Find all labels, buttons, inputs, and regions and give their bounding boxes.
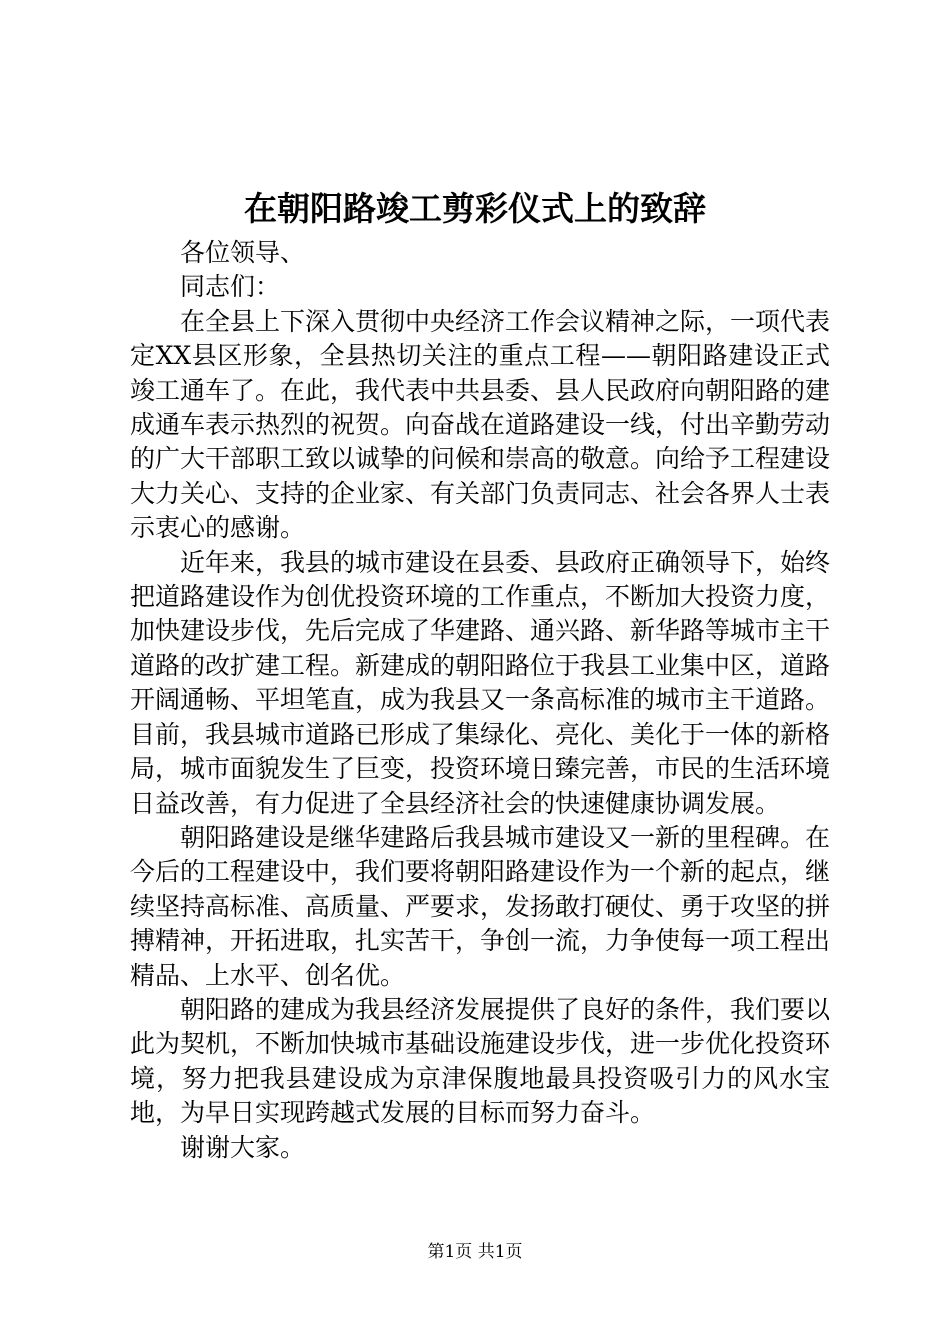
page-number-footer: 第1页 共1页 [427, 1242, 523, 1262]
document-title: 在朝阳路竣工剪彩仪式上的致辞 [244, 189, 706, 228]
body-paragraph: 朝阳路的建成为我县经济发展提供了良好的条件，我们要以此为契机，不断加快城市基础设施建设步伐，进一步优化投资环境，努力把我县建设成为京津保腹地最具投资吸引力的风水宝地，为早日实现跨越式发展的目标而努力奋斗。 [130, 994, 831, 1128]
body-paragraph: 在全县上下深入贯彻中央经济工作会议精神之际，一项代表定XX县区形象，全县热切关注的重点工程——朝阳路建设正式竣工通车了。在此，我代表中共县委、县人民政府向朝阳路的建成通车表示热烈的祝贺。向奋战在道路建设一线，付出辛勤劳动的广大干部职工致以诚挚的问候和崇高的敬意。向给予工程建设大力关心、支持的企业家、有关部门负责同志、社会各界人士表示衷心的感谢。 [130, 306, 831, 543]
closing-line: 谢谢大家。 [180, 1132, 306, 1162]
document-body [130, 236, 830, 1165]
salutation-line: 同志们： [180, 272, 281, 302]
salutation-line: 各位领导、 [180, 238, 306, 267]
body-paragraph: 近年来，我县的城市建设在县委、县政府正确领导下，始终把道路建设作为创优投资环境的工作重点，不断加大投资力度，加快建设步伐，先后完成了华建路、通兴路、新华路等城市主干道路的改扩建工程。新建成的朝阳路位于我县工业集中区，道路开阔通畅、平坦笔直，成为我县又一条高标准的城市主干道路。目前，我县城市道路已形成了集绿化、亮化、美化于一体的新格局，城市面貌发生了巨变，投资环境日臻完善，市民的生活环境日益改善，有力促进了全县经济社会的快速健康协调发展。 [130, 547, 831, 818]
body-paragraph: 朝阳路建设是继华建路后我县城市建设又一新的里程碑。在今后的工程建设中，我们要将朝阳路建设作为一个新的起点，继续坚持高标准、高质量、严要求，发扬敢打硬仗、勇于攻坚的拼搏精神，开拓进取，扎实苦干，争创一流，力争使每一项工程出精品、上水平、创名优。 [130, 822, 831, 990]
